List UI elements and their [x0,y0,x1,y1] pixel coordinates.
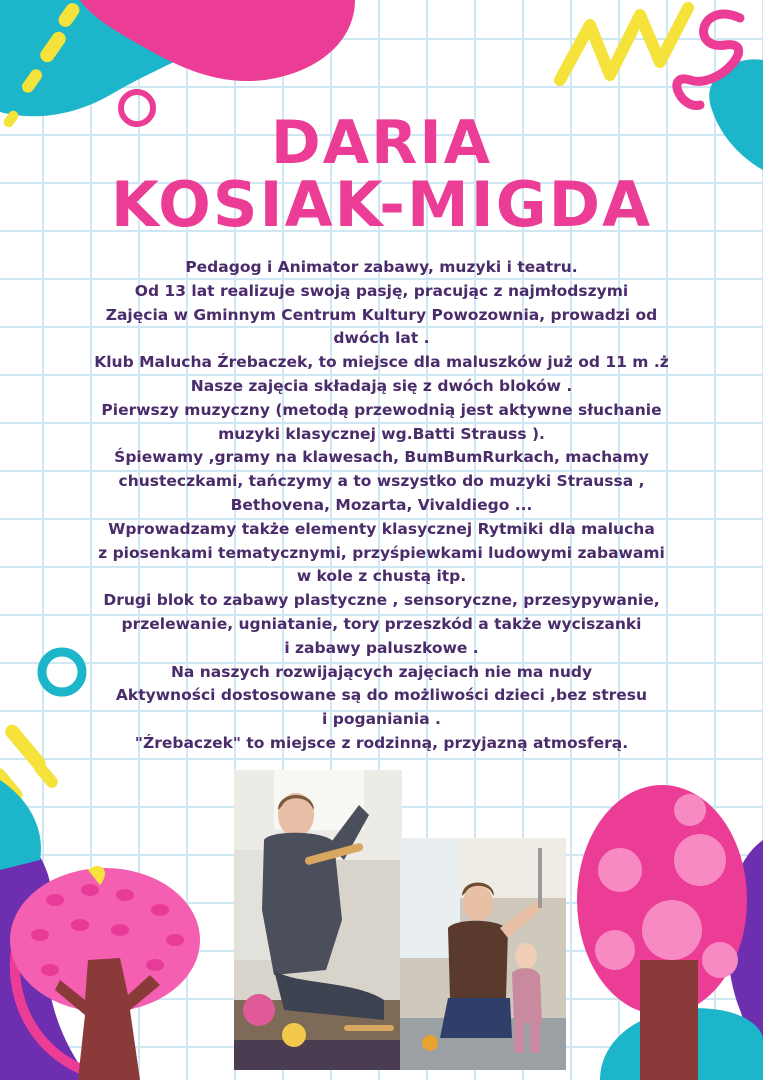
description-line: Pedagog i Animator zabawy, muzyki i teatru. [185,258,578,276]
photo-teacher-with-sticks [234,770,402,1070]
description-line: Śpiewamy ,gramy na klawesach, BumBumRurkach, machamy [114,448,649,467]
description-line: i zabawy paluszkowe . [284,638,479,657]
description-line: chusteczkami, tańczymy a to wszystko do muzyki Straussa , [118,472,645,491]
description-line: Zajęcia w Gminnym Centrum Kultury Powozownia, prowadzi od [105,305,658,324]
right-tree-trunk [640,960,698,1080]
description-line: Nasze zajęcia składają się z dwóch bloków . [190,376,573,395]
description-line: i poganiania . [322,710,441,729]
description-line: Bethovena, Mozarta, Vivaldiego ... [230,495,533,514]
yellow-zigzag [560,8,688,80]
photo-teacher-with-child [400,838,566,1070]
cyan-ring [42,652,82,692]
description-line: dwóch lat . [333,329,430,348]
description-line: "Źrebaczek" to miejsce z rodzinną, przyjazną atmosferą. [134,733,629,752]
title-last-name: KOSIAK-MIGDA [110,168,653,241]
description-line: Wprowadzamy także elementy klasycznej Rytmiki dla malucha [108,519,655,538]
description-line: Klub Malucha Źrebaczek, to miejsce dla maluszków już od 11 m .ż [94,353,669,372]
description-line: Na naszych rozwijających zajęciach nie ma nudy [170,662,593,681]
description-line: przelewanie, ugniatanie, tory przeszkód a także wyciszanki [121,614,642,633]
description-line: w kole z chustą itp. [296,567,467,586]
description-line: Drugi blok to zabawy plastyczne , sensoryczne, przesypywanie, [103,591,660,610]
description-text [80,256,683,756]
description-line: Aktywności dostosowane są do możliwości dzieci ,bez stresu [115,686,648,705]
description-line: Od 13 lat realizuje swoją pasję, pracując z najmłodszymi [134,281,629,300]
description-line: z piosenkami tematycznymi, przyśpiewkami ludowymi zabawami [98,543,665,562]
description-line: muzyki klasycznej wg.Batti Strauss ). [218,424,545,443]
description-line: Pierwszy muzyczny (metodą przewodnią jest aktywne słuchanie [101,400,662,419]
title-first-name: DARIA [270,108,493,178]
